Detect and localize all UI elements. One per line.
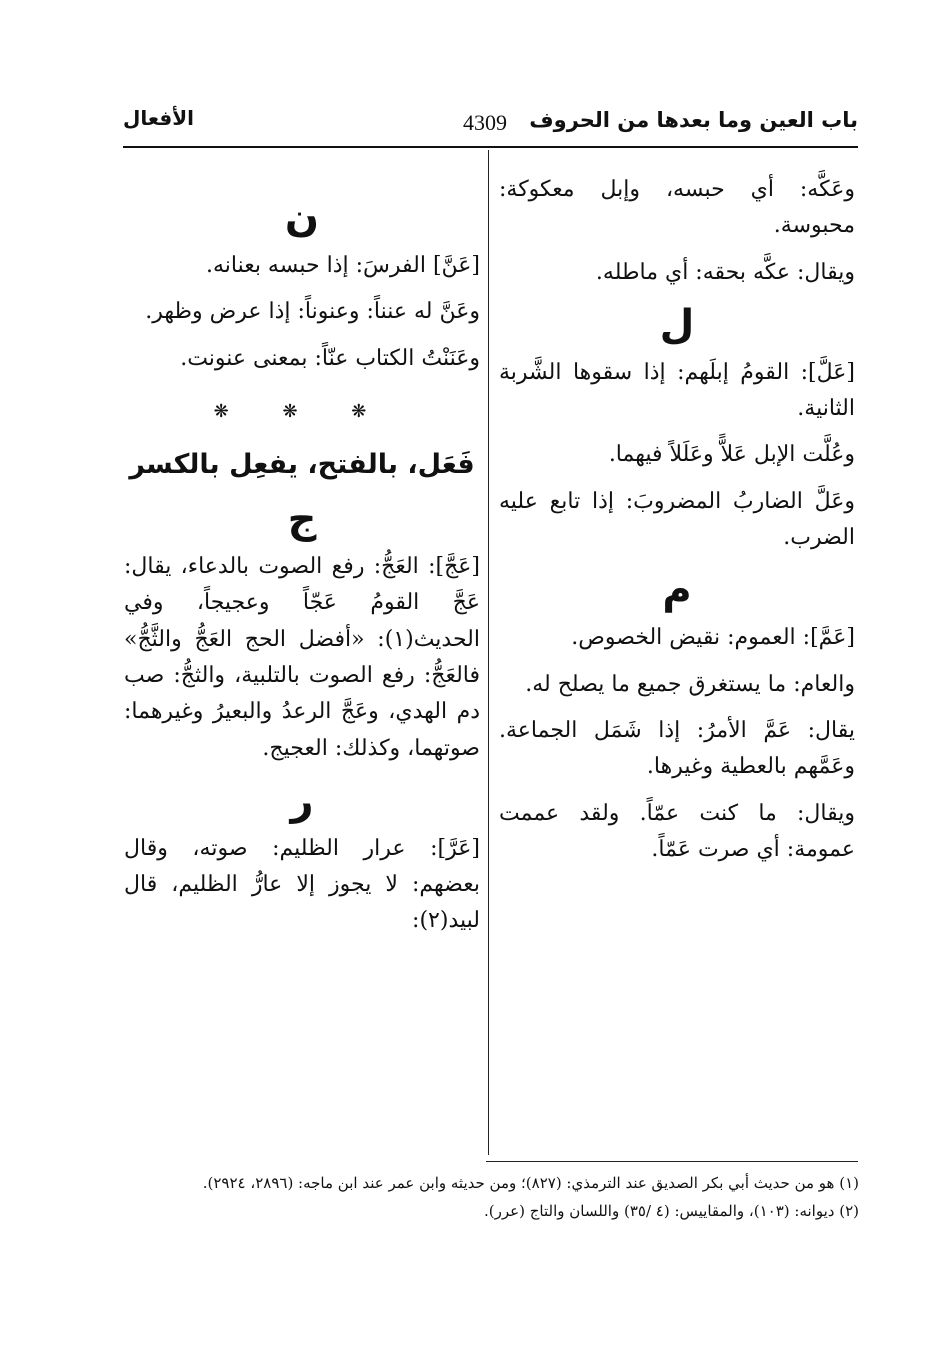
entry-akka-2: ويقال: عكَّه بحقه: أي ماطله.	[595, 259, 855, 285]
letter-heading-ra: ر	[290, 777, 314, 824]
letter-heading-mim: م	[662, 567, 692, 614]
entry-alla-1: [عَلَّ]: القومُ إبلَهم: إذا سقوها الشَّربة الثانية.	[499, 359, 855, 422]
entry-amma-3: يقال: عَمَّ الأمرُ: إذا شَمَل الجماعة. وعَمَّهم بالعطية وغيرها.	[499, 717, 855, 780]
entry-amma-2: والعام: ما يستغرق جميع ما يصلح له.	[525, 671, 855, 697]
section-heading: فَعَل، بالفتح، يفعِل بالكسر	[129, 448, 475, 480]
entry-amma-4: ويقال: ما كنت عمّاً. ولقد عممت عمومة: أي صرت عَمّاً.	[499, 800, 855, 862]
column-divider	[488, 150, 489, 1155]
footnotes	[119, 1170, 859, 1226]
entry-amma-1: [عَمَّ]: العموم: نقيض الخصوص.	[571, 625, 855, 651]
entry-ajja: [عَجَّ]: العَجُّ: رفع الصوت بالدعاء، يقال: عَجَّ القومُ عَجّاً وعجيجاً، وفي الحديث(١): «أفضل الحج العَجُّ والثَّجُّ» فالعَجُّ: رفع الصوت بالتلبية، والثجُّ: صب دم الهدي، وعَجَّ الرعدُ والبعيرُ وغيرهما: صوتهما، وكذلك: العجيج.	[124, 554, 480, 761]
entry-arra: [عَرَّ]: عرار الظليم: صوته، وقال بعضهم: لا يجوز إلا عارُّ الظليم، قال لبيد(٢):	[124, 835, 480, 934]
entry-anna-2: وعَنَّ له عنناً: وعنوناً: إذا عرض وظهر.	[145, 299, 480, 325]
left-column	[124, 188, 480, 950]
right-column	[499, 172, 855, 878]
page-number: 4309	[463, 110, 507, 135]
entry-alla-2: وعُلَّت الإبل عَلاًّ وعَلَلاً فيهما.	[608, 442, 855, 468]
page-header	[123, 104, 858, 148]
entry-anna-1: [عَنَّ] الفرسَ: إذا حبسه بعنانه.	[205, 253, 480, 278]
entry-akka-1: وعَكَّه: أي حبسه، وإبل معكوكة: محبوسة.	[499, 177, 855, 239]
running-title-left: الأفعال	[123, 106, 194, 130]
letter-heading-nun: ن	[284, 195, 320, 241]
running-title-right: باب العين وما بعدها من الحروف	[529, 108, 858, 132]
footnote-2: (٢) ديوانه: (١٠٣)، والمقاييس: (٤ /٣٥) واللسان والتاج (عرر).	[484, 1201, 859, 1220]
letter-heading-lam: ل	[659, 301, 695, 348]
footnote-1: (١) هو من حديث أبي بكر الصديق عند الترمذي: (٨٢٧)؛ ومن حديثه وابن عمر عند ابن ماجه: (٢٨٩٦، ٢٩٢٤).	[202, 1174, 859, 1192]
section-separator: ❋ ❋ ❋	[213, 400, 391, 422]
entry-alla-3: وعَلَّ الضاربُ المضروبَ: إذا تابع عليه الضرب.	[499, 488, 855, 551]
footnote-rule	[486, 1161, 858, 1162]
entry-anna-3: وعَنَنْتُ الكتاب عنّاً: بمعنى عنونت.	[180, 345, 480, 371]
letter-heading-jim: ج	[287, 496, 317, 543]
